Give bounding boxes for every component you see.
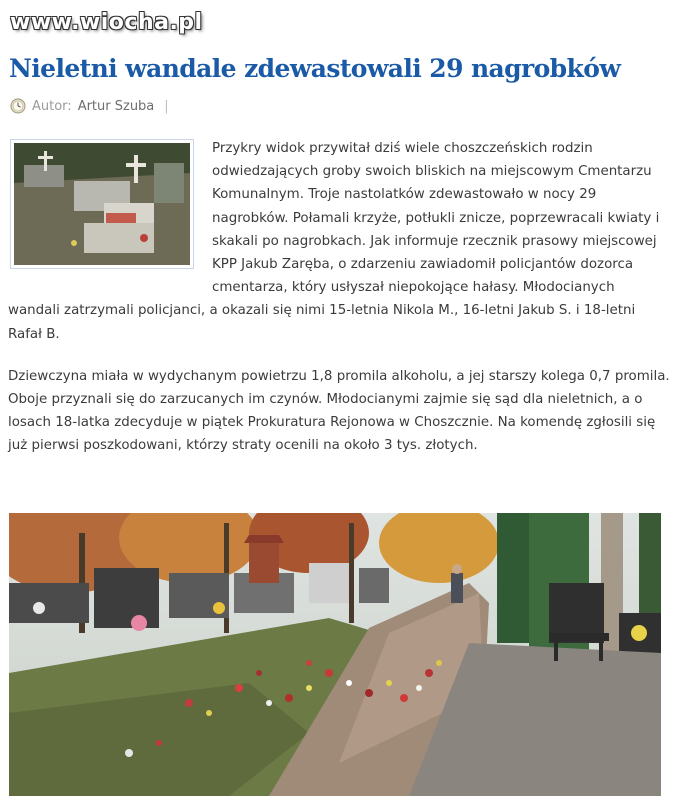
author-name[interactable]: Artur Szuba [77, 98, 155, 114]
author-label: Autor: [32, 98, 72, 114]
thumbnail-spacer [8, 137, 212, 279]
clock-icon [10, 98, 26, 114]
main-photo[interactable] [9, 513, 661, 796]
article-paragraph: Dziewczyna miała w wydychanym powietrzu 1,8 promila alkoholu, a jej starszy kolega 0,7 promila. Oboje przyznali się do zarzucanych im czynów. Młodocianymi zajmie się sąd dla nieletnich, a o losach 18-latka zdecyduje w piątek Prokuratura Rejonowa w Choszcznie. Na komendę zgłosili się już pierwsi poszkodowani, którzy straty ocenili na około 3 tys. złotych. [8, 368, 670, 454]
article-title[interactable]: Nieletni wandale zdewastowali 29 nagrobków [9, 54, 621, 83]
article-body [8, 137, 670, 458]
site-watermark: www.wiocha.pl [10, 10, 203, 35]
article-paragraph: Przykry widok przywitał dziś wiele choszczeńskich rodzin odwiedzających groby swoich bliskich na miejscowym Cmentarzu Komunalnym. Troje nastolatków zdewastowało w nocy 29 nagrobków. Połamali krzyże, potłukli znicze, poprzewracali kwiaty i skakali po nagrobkach. Jak informuje rzecznik prasowy miejscowej KPP Jakub Zaręba, o zdarzeniu zawiadomił policjantów dozorca cmentarza, który usłyszał niepokojące hałasy. Młodocianych wandali zatrzymali policjanci, a okazali się nimi 15-letnia Nikola M., 16-letni Jakub S. i 18-letni Rafał B. [8, 141, 660, 342]
meta-separator: | [164, 98, 169, 114]
article-meta [10, 98, 169, 114]
